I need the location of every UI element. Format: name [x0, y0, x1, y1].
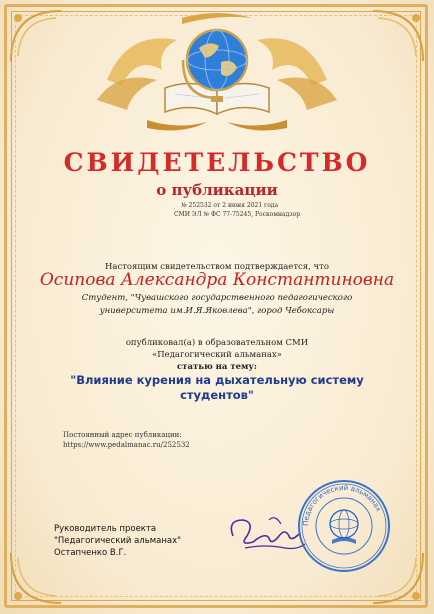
- confirm-text: Настоящим свидетельством подтверждается, что: [104, 262, 329, 272]
- address-url: https://www.pedalmanac.ru/252532: [63, 441, 190, 449]
- certificate-subtitle: о публикации: [156, 181, 278, 199]
- published-line2: «Педагогический альманах»: [152, 350, 282, 360]
- recipient-role-line2: университета им.И.Я.Яковлева", город Чебоксары: [99, 306, 335, 316]
- address-label: Постоянный адрес публикации:: [63, 431, 182, 439]
- corner-ornament-top-left: [6, 6, 66, 66]
- recipient-name: Осипова Александра Константиновна: [39, 270, 395, 290]
- globe-book-emblem: [87, 10, 347, 145]
- leader-name: Остапченко В.Г.: [54, 548, 127, 558]
- media-registration: СМИ ЭЛ № ФС 77-75245, Роскомнадзор: [174, 211, 301, 218]
- leader-title: Руководитель проекта: [54, 524, 157, 534]
- stamp-ring-text: Педагогический альманах: [301, 483, 383, 527]
- recipient-role-line1: Студент, "Чувашского государственного педагогического: [81, 293, 353, 303]
- article-label: статью на тему:: [177, 362, 257, 372]
- article-title-line2: студентов": [180, 388, 254, 402]
- published-line1: опубликовал(а) в образовательном СМИ: [125, 338, 309, 348]
- corner-ornament-top-right: [368, 6, 428, 66]
- registration-number: № 252532 от 2 июня 2021 года: [181, 202, 279, 209]
- article-title-line1: "Влияние курения на дыхательную систему: [70, 373, 364, 387]
- leader-project: "Педагогический альманах": [54, 536, 182, 546]
- official-stamp: [296, 478, 392, 574]
- certificate-title: СВИДЕТЕЛЬСТВО: [63, 148, 371, 177]
